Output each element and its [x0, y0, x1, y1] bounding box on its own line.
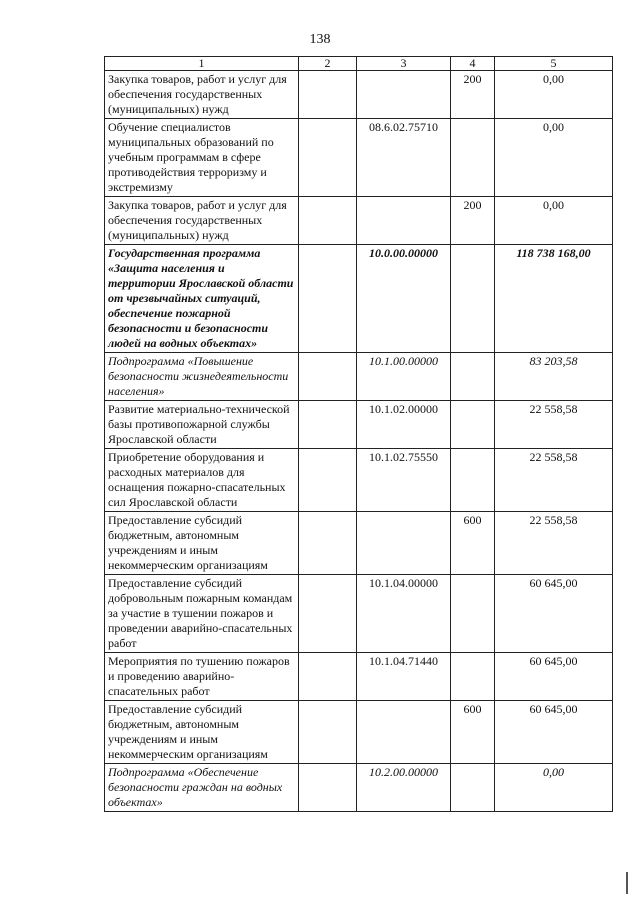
table-row: [105, 653, 613, 701]
row-code-cell: 10.1.02.00000: [357, 401, 451, 449]
row-name-cell: Предоставление субсидий добровольным пожарным командам за участие в тушении пожаров и проведении аварийно-спасательных работ: [105, 575, 299, 653]
table-body: [105, 71, 613, 812]
header-row: [105, 57, 613, 71]
row-type-cell: [451, 575, 495, 653]
row-type-cell: 600: [451, 512, 495, 575]
row-amount-cell: 0,00: [495, 764, 613, 812]
row-name-cell: Закупка товаров, работ и услуг для обеспечения государственных (муниципальных) нужд: [105, 197, 299, 245]
row-amount-cell: 22 558,58: [495, 401, 613, 449]
row-col2-cell: [299, 653, 357, 701]
row-amount-cell: 22 558,58: [495, 449, 613, 512]
row-code-cell: [357, 512, 451, 575]
row-col2-cell: [299, 71, 357, 119]
row-type-cell: [451, 653, 495, 701]
row-type-cell: [451, 449, 495, 512]
row-code-cell: 10.1.00.00000: [357, 353, 451, 401]
table-row: [105, 701, 613, 764]
row-amount-cell: 60 645,00: [495, 701, 613, 764]
row-col2-cell: [299, 119, 357, 197]
table-row: [105, 764, 613, 812]
row-code-cell: 10.0.00.00000: [357, 245, 451, 353]
row-name-cell: Предоставление субсидий бюджетным, автономным учреждениям и иным некоммерческим организациям: [105, 701, 299, 764]
row-type-cell: 600: [451, 701, 495, 764]
page-number: 138: [309, 32, 331, 47]
row-col2-cell: [299, 512, 357, 575]
row-type-cell: [451, 353, 495, 401]
row-amount-cell: 0,00: [495, 71, 613, 119]
row-amount-cell: 60 645,00: [495, 653, 613, 701]
row-code-cell: 08.6.02.75710: [357, 119, 451, 197]
table-row: [105, 512, 613, 575]
header-cell-1: 1: [105, 57, 299, 71]
table-row: [105, 575, 613, 653]
table-row: [105, 353, 613, 401]
header-cell-3: 3: [357, 57, 451, 71]
header-cell-5: 5: [495, 57, 613, 71]
row-code-cell: 10.1.02.75550: [357, 449, 451, 512]
row-name-cell: Мероприятия по тушению пожаров и проведению аварийно-спасательных работ: [105, 653, 299, 701]
row-col2-cell: [299, 245, 357, 353]
row-type-cell: [451, 245, 495, 353]
row-amount-cell: 22 558,58: [495, 512, 613, 575]
row-name-cell: Подпрограмма «Обеспечение безопасности граждан на водных объектах»: [105, 764, 299, 812]
header-cell-4: 4: [451, 57, 495, 71]
row-col2-cell: [299, 764, 357, 812]
row-name-cell: Предоставление субсидий бюджетным, автономным учреждениям и иным некоммерческим организациям: [105, 512, 299, 575]
row-name-cell: Обучение специалистов муниципальных образований по учебным программам в сфере противодействия терроризму и экстремизму: [105, 119, 299, 197]
row-type-cell: 200: [451, 71, 495, 119]
row-type-cell: [451, 764, 495, 812]
row-code-cell: 10.1.04.00000: [357, 575, 451, 653]
row-col2-cell: [299, 353, 357, 401]
row-amount-cell: 83 203,58: [495, 353, 613, 401]
row-code-cell: [357, 197, 451, 245]
row-code-cell: [357, 701, 451, 764]
row-amount-cell: 0,00: [495, 197, 613, 245]
row-col2-cell: [299, 401, 357, 449]
row-name-cell: Приобретение оборудования и расходных материалов для оснащения пожарно-спасательных сил Ярославской области: [105, 449, 299, 512]
table-row: [105, 245, 613, 353]
header-cell-2: 2: [299, 57, 357, 71]
budget-table: [104, 56, 613, 812]
row-col2-cell: [299, 449, 357, 512]
table-row: [105, 449, 613, 512]
row-name-cell: Закупка товаров, работ и услуг для обеспечения государственных (муниципальных) нужд: [105, 71, 299, 119]
row-col2-cell: [299, 575, 357, 653]
row-type-cell: [451, 119, 495, 197]
row-amount-cell: 60 645,00: [495, 575, 613, 653]
table-row: [105, 197, 613, 245]
table-row: [105, 71, 613, 119]
row-name-cell: Государственная программа «Защита населения и территории Ярославской области от чрезвычайных ситуаций, обеспечение пожарной безопасности и безопасности людей на водных объектах»: [105, 245, 299, 353]
row-name-cell: Развитие материально-технической базы противопожарной службы Ярославской области: [105, 401, 299, 449]
row-amount-cell: 0,00: [495, 119, 613, 197]
row-amount-cell: 118 738 168,00: [495, 245, 613, 353]
row-code-cell: 10.2.00.00000: [357, 764, 451, 812]
row-col2-cell: [299, 701, 357, 764]
page-edge-mark: [626, 872, 628, 894]
row-code-cell: 10.1.04.71440: [357, 653, 451, 701]
table-row: [105, 119, 613, 197]
row-code-cell: [357, 71, 451, 119]
row-name-cell: Подпрограмма «Повышение безопасности жизнедеятельности населения»: [105, 353, 299, 401]
row-type-cell: 200: [451, 197, 495, 245]
table-row: [105, 401, 613, 449]
row-col2-cell: [299, 197, 357, 245]
row-type-cell: [451, 401, 495, 449]
